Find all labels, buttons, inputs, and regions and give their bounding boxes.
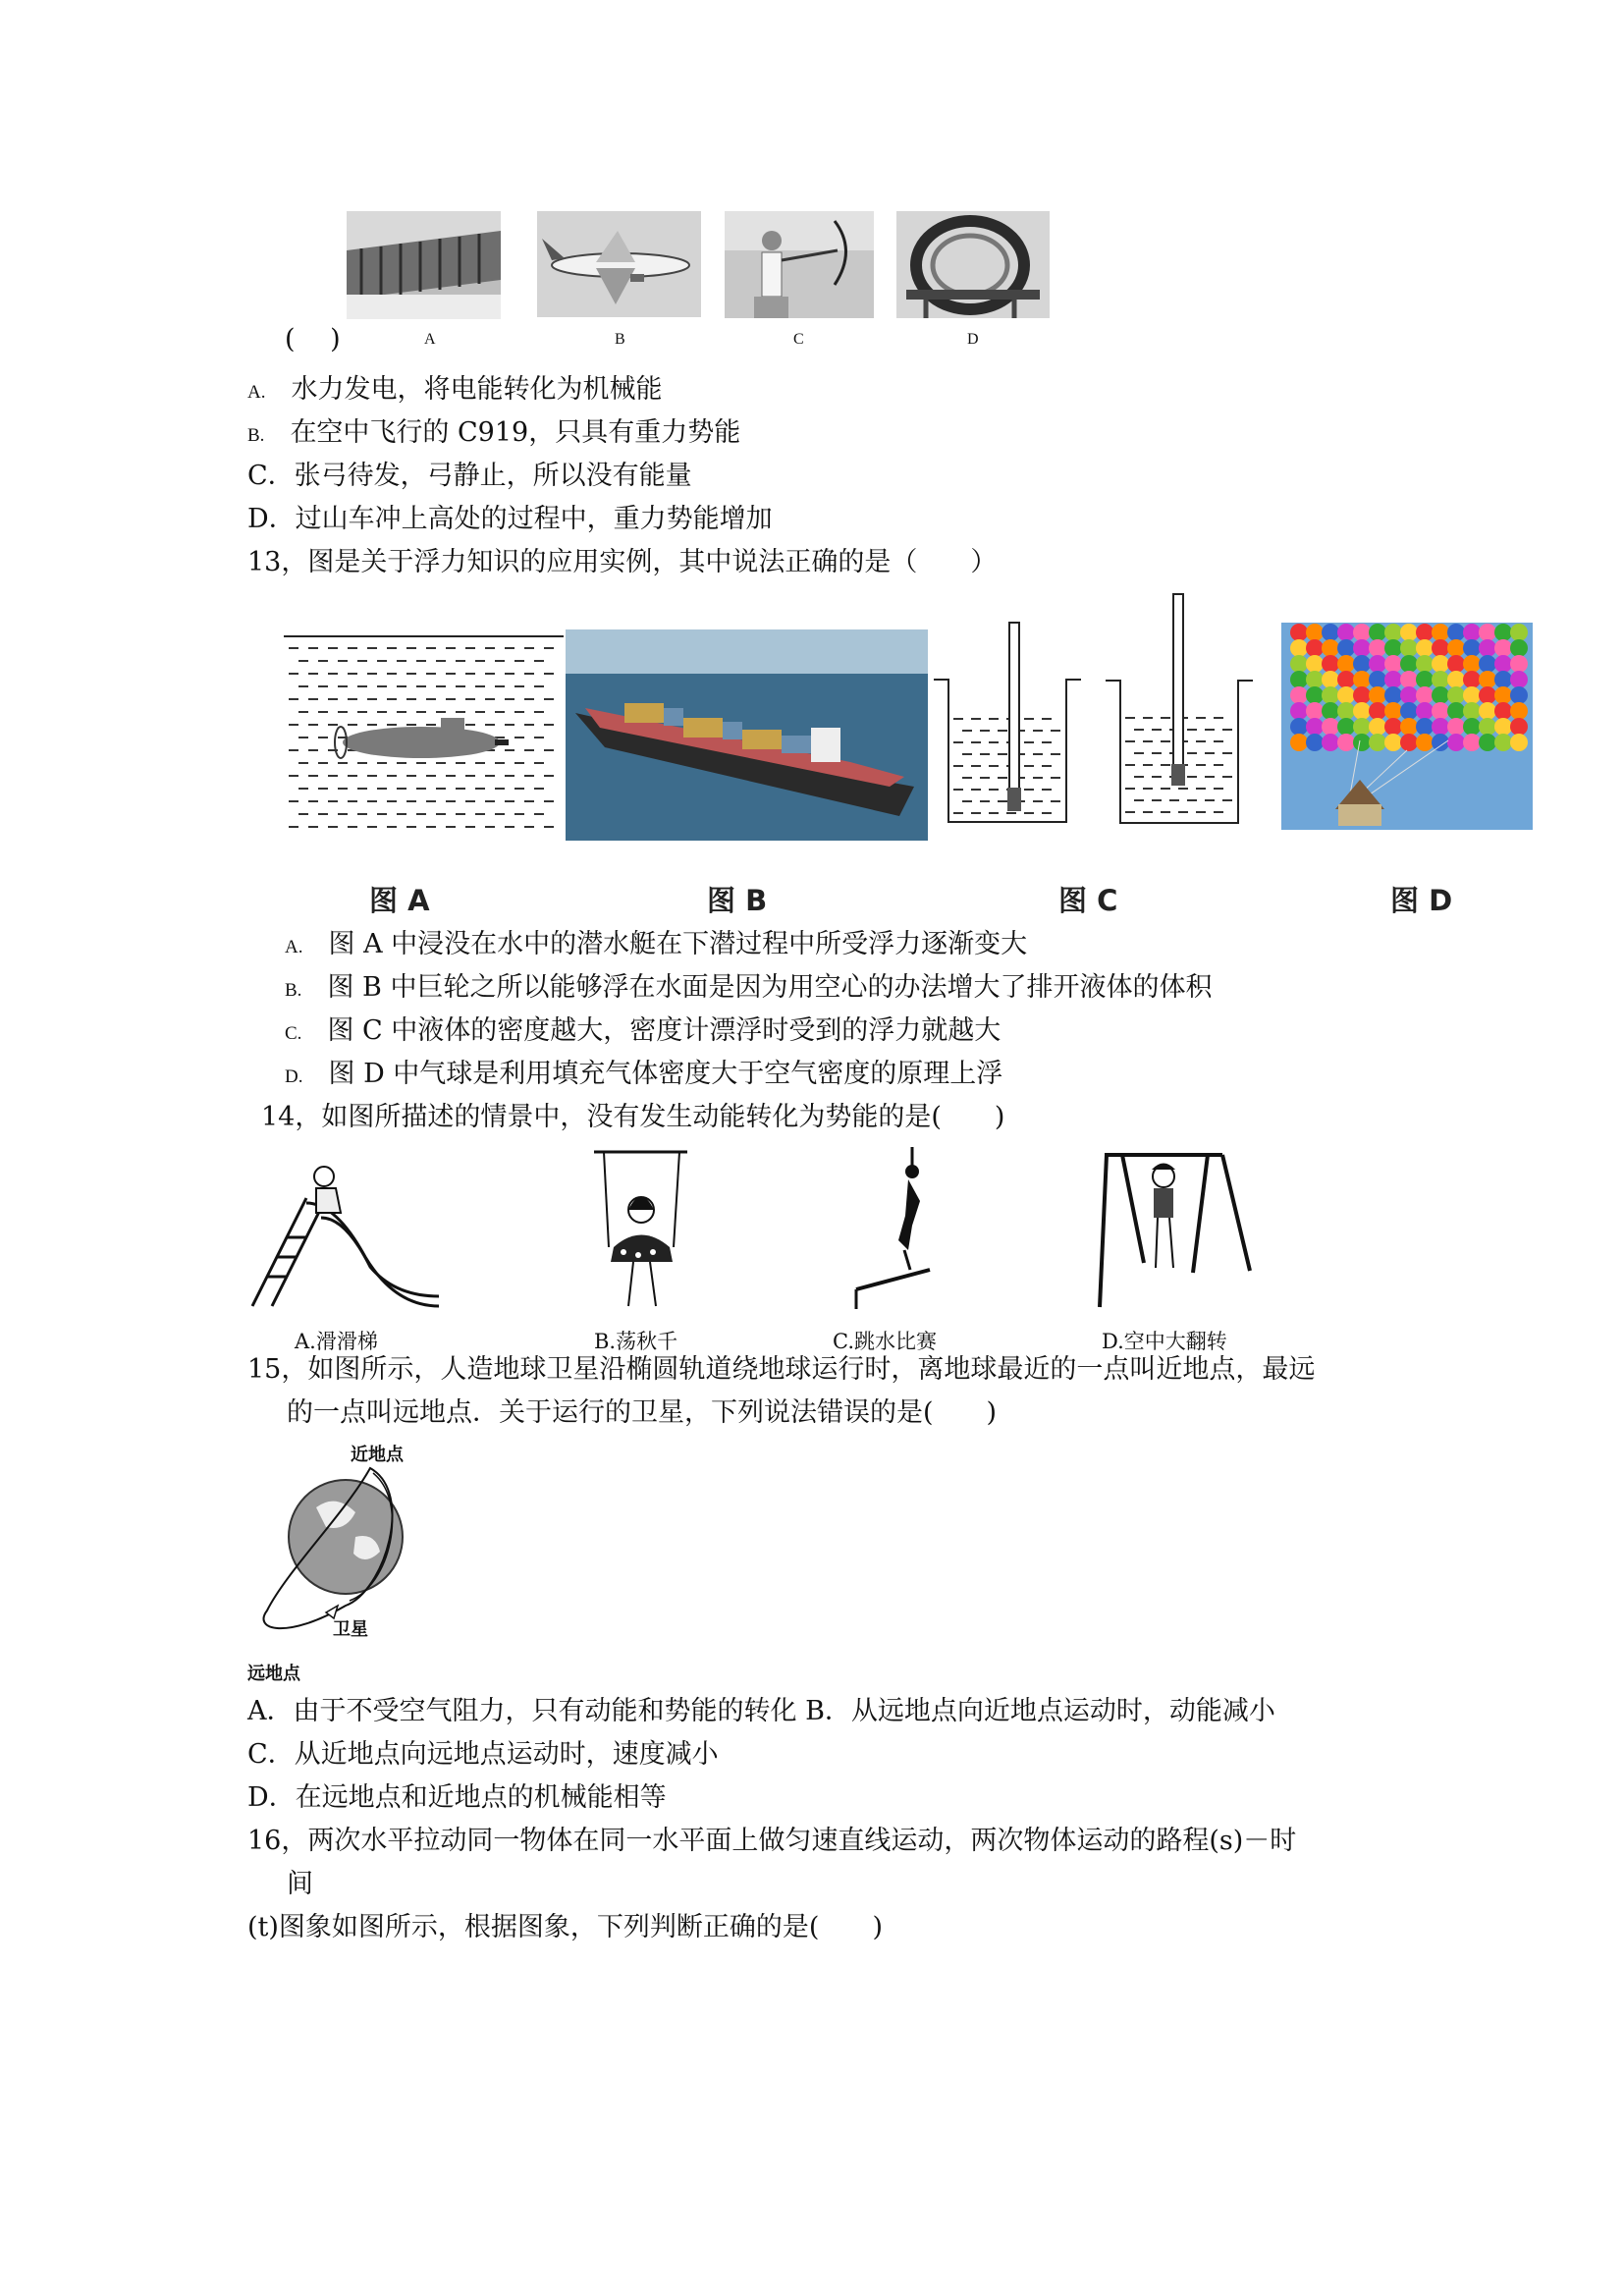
- submarine-figure: [284, 634, 564, 837]
- caption-a: A: [424, 331, 436, 348]
- option-c: C．从近地点向远地点运动时，速度减小: [247, 1739, 719, 1770]
- apogee-label: 远地点: [247, 1664, 300, 1684]
- balloon-house-photo: [1281, 623, 1533, 830]
- option-a: [285, 928, 1027, 964]
- option-d: D．过山车冲上高处的过程中，重力势能增加: [247, 504, 773, 534]
- question-16-stem-line3: (t)图象如图所示，根据图象，下列判断正确的是( ): [247, 1912, 883, 1942]
- option-letter: D.: [285, 1066, 303, 1087]
- question-16-stem-line2: 间: [287, 1869, 313, 1899]
- roller-coaster-photo: [896, 211, 1050, 318]
- caption-c: C: [793, 331, 804, 348]
- option-text: 水力发电，将电能转化为机械能: [291, 374, 663, 405]
- caption-fig-d: 图 D: [1390, 884, 1453, 917]
- option-text: 在空中飞行的 C919，只具有重力势能: [290, 417, 741, 448]
- option-letter: C.: [285, 1023, 302, 1044]
- option-d: D．在远地点和近地点的机械能相等: [247, 1782, 667, 1813]
- airplane-photo: [537, 211, 701, 317]
- question-16-stem-line1: 16，两次水平拉动同一物体在同一水平面上做匀速直线运动，两次物体运动的路程(s)－时: [247, 1826, 1297, 1856]
- answer-paren: ( ): [285, 324, 341, 355]
- perigee-label: 近地点: [351, 1445, 404, 1465]
- option-letter: B.: [247, 425, 265, 446]
- cargo-ship-photo: [566, 629, 928, 841]
- caption-b: B: [615, 331, 625, 348]
- question-14-stem: 14，如图所描述的情景中，没有发生动能转化为势能的是( ): [261, 1102, 1005, 1132]
- gymnast-drawing: [1095, 1145, 1254, 1310]
- option-d: [285, 1058, 1002, 1094]
- caption-diving: C.跳水比赛: [833, 1330, 937, 1353]
- slide-drawing: [247, 1159, 442, 1314]
- hydrometer-beaker-2: [1101, 592, 1258, 828]
- caption-swing: B.荡秋千: [594, 1330, 678, 1353]
- caption-slide: A.滑滑梯: [295, 1330, 378, 1353]
- caption-fig-a: 图 A: [369, 884, 430, 917]
- question-15-stem-line2: 的一点叫远地点．关于运行的卫星，下列说法错误的是( ): [287, 1397, 998, 1428]
- option-letter: B.: [285, 980, 302, 1001]
- option-c: C．张弓待发，弓静止，所以没有能量: [247, 461, 692, 491]
- option-a: [247, 373, 662, 410]
- option-text: 图 A 中浸没在水中的潜水艇在下潜过程中所受浮力逐渐变大: [328, 929, 1028, 959]
- option-b: [247, 416, 740, 453]
- option-text: 图 D 中气球是利用填充气体密度大于空气密度的原理上浮: [328, 1059, 1003, 1089]
- option-text: 图 B 中巨轮之所以能够浮在水面是因为用空心的办法增大了排开液体的体积: [327, 972, 1213, 1003]
- caption-fig-b: 图 B: [707, 884, 768, 917]
- archer-photo: [725, 211, 874, 318]
- question-13-stem: 13，图是关于浮力知识的应用实例，其中说法正确的是（ ）: [247, 547, 998, 577]
- caption-fig-c: 图 C: [1058, 884, 1118, 917]
- swing-drawing: [589, 1149, 694, 1316]
- question-15-stem-line1: 15，如图所示，人造地球卫星沿椭圆轨道绕地球运行时，离地球最近的一点叫近地点，最远: [247, 1354, 1316, 1385]
- option-b: [285, 971, 1212, 1008]
- option-letter: A.: [285, 937, 303, 957]
- option-a-b: A．由于不受空气阻力，只有动能和势能的转化 B．从远地点向近地点运动时，动能减小: [247, 1696, 1275, 1726]
- hydrometer-beaker-1: [929, 621, 1086, 827]
- diving-drawing: [851, 1142, 940, 1319]
- option-text: 图 C 中液体的密度越大，密度计漂浮时受到的浮力就越大: [327, 1015, 1001, 1046]
- caption-d: D: [967, 331, 979, 348]
- caption-gymnast: D.空中大翻转: [1102, 1330, 1227, 1353]
- satellite-label: 卫星: [333, 1619, 368, 1640]
- option-c: [285, 1014, 1001, 1051]
- dam-photo: [347, 211, 501, 319]
- option-letter: A.: [247, 382, 266, 403]
